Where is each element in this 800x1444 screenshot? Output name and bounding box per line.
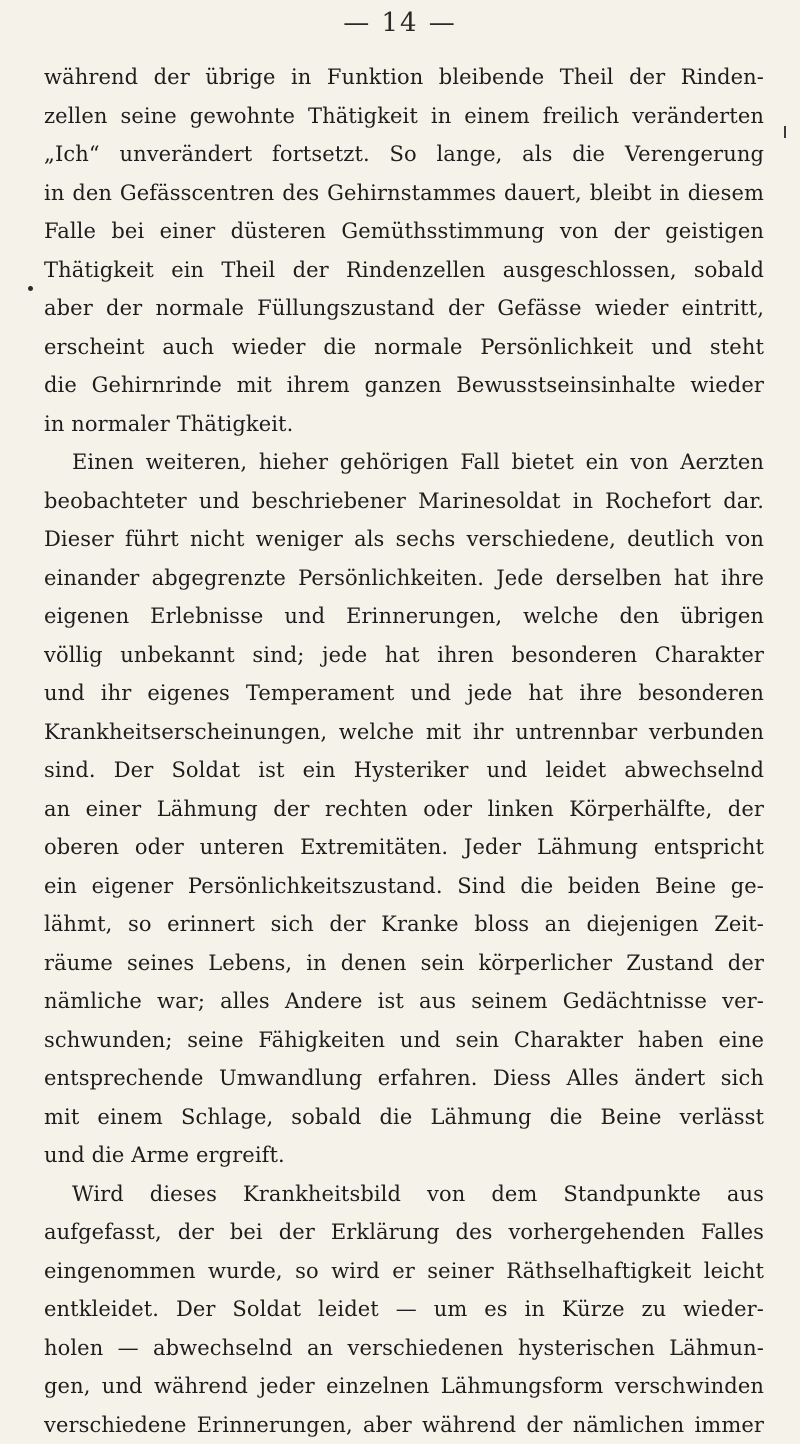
text-line: entkleidet. Der Soldat leidet — um es in Kürze zu wieder- <box>44 1290 764 1329</box>
text-line: eingenommen wurde, so wird er seiner Räthselhaftigkeit leicht <box>44 1252 764 1291</box>
text-line: und die Arme ergreift. <box>44 1136 764 1175</box>
text-line: gen, und während jeder einzelnen Lähmungsform verschwinden <box>44 1367 764 1406</box>
text-line: entsprechende Umwandlung erfahren. Diess Alles ändert sich <box>44 1059 764 1098</box>
text-line: Falle bei einer düsteren Gemüthsstimmung von der geistigen <box>44 212 764 251</box>
text-line: Dieser führt nicht weniger als sechs verschiedene, deutlich von <box>44 520 764 559</box>
text-line: aber der normale Füllungszustand der Gefässe wieder eintritt, <box>44 289 764 328</box>
text-line: einander abgegrenzte Persönlichkeiten. Jede derselben hat ihre <box>44 559 764 598</box>
text-line: räume seines Lebens, in denen sein körperlicher Zustand der <box>44 944 764 983</box>
text-line: sind. Der Soldat ist ein Hysteriker und leidet abwechselnd <box>44 751 764 790</box>
text-line: Thätigkeit ein Theil der Rindenzellen ausgeschlossen, sobald <box>44 251 764 290</box>
text-line: Einen weiteren, hieher gehörigen Fall bietet ein von Aerzten <box>44 443 764 482</box>
text-line: völlig unbekannt sind; jede hat ihren besonderen Charakter <box>44 636 764 675</box>
text-line: aufgefasst, der bei der Erklärung des vorhergehenden Falles <box>44 1213 764 1252</box>
text-line: Krankheitserscheinungen, welche mit ihr untrennbar verbunden <box>44 713 764 752</box>
text-line: nämliche war; alles Andere ist aus seinem Gedächtnisse ver- <box>44 982 764 1021</box>
text-line: beobachteter und beschriebener Marinesoldat in Rochefort dar. <box>44 482 764 521</box>
text-line: lähmt, so erinnert sich der Kranke bloss an diejenigen Zeit- <box>44 905 764 944</box>
paragraph-2 <box>44 443 764 1175</box>
text-line: in normaler Thätigkeit. <box>44 405 764 444</box>
text-line: zellen seine gewohnte Thätigkeit in einem freilich veränderten <box>44 97 764 136</box>
text-line: „Ich“ unverändert fortsetzt. So lange, als die Verengerung <box>44 135 764 174</box>
text-line: die Gehirnrinde mit ihrem ganzen Bewusstseinsinhalte wieder <box>44 366 764 405</box>
text-line: eigenen Erlebnisse und Erinnerungen, welche den übrigen <box>44 597 764 636</box>
text-line: und ihr eigenes Temperament und jede hat ihre besonderen <box>44 674 764 713</box>
text-line: erscheint auch wieder die normale Persönlichkeit und steht <box>44 328 764 367</box>
text-line: mit einem Schlage, sobald die Lähmung die Beine verlässt <box>44 1098 764 1137</box>
paragraph-1 <box>44 58 764 443</box>
text-line: in den Gefässcentren des Gehirnstammes dauert, bleibt in diesem <box>44 174 764 213</box>
margin-tick <box>784 126 786 138</box>
margin-dot <box>28 286 33 291</box>
text-line: Wird dieses Krankheitsbild von dem Standpunkte aus <box>44 1175 764 1214</box>
page-number: — 14 — <box>0 8 800 38</box>
text-line: verschiedene Erinnerungen, aber während der nämlichen immer <box>44 1406 764 1444</box>
text-line: an einer Lähmung der rechten oder linken Körperhälfte, der <box>44 790 764 829</box>
text-line: oberen oder unteren Extremitäten. Jeder Lähmung entspricht <box>44 828 764 867</box>
text-line: ein eigener Persönlichkeitszustand. Sind die beiden Beine ge- <box>44 867 764 906</box>
text-line: während der übrige in Funktion bleibende Theil der Rinden- <box>44 58 764 97</box>
text-line: schwunden; seine Fähigkeiten und sein Charakter haben eine <box>44 1021 764 1060</box>
body-text <box>44 58 764 1444</box>
text-line: holen — abwechselnd an verschiedenen hysterischen Lähmun- <box>44 1329 764 1368</box>
